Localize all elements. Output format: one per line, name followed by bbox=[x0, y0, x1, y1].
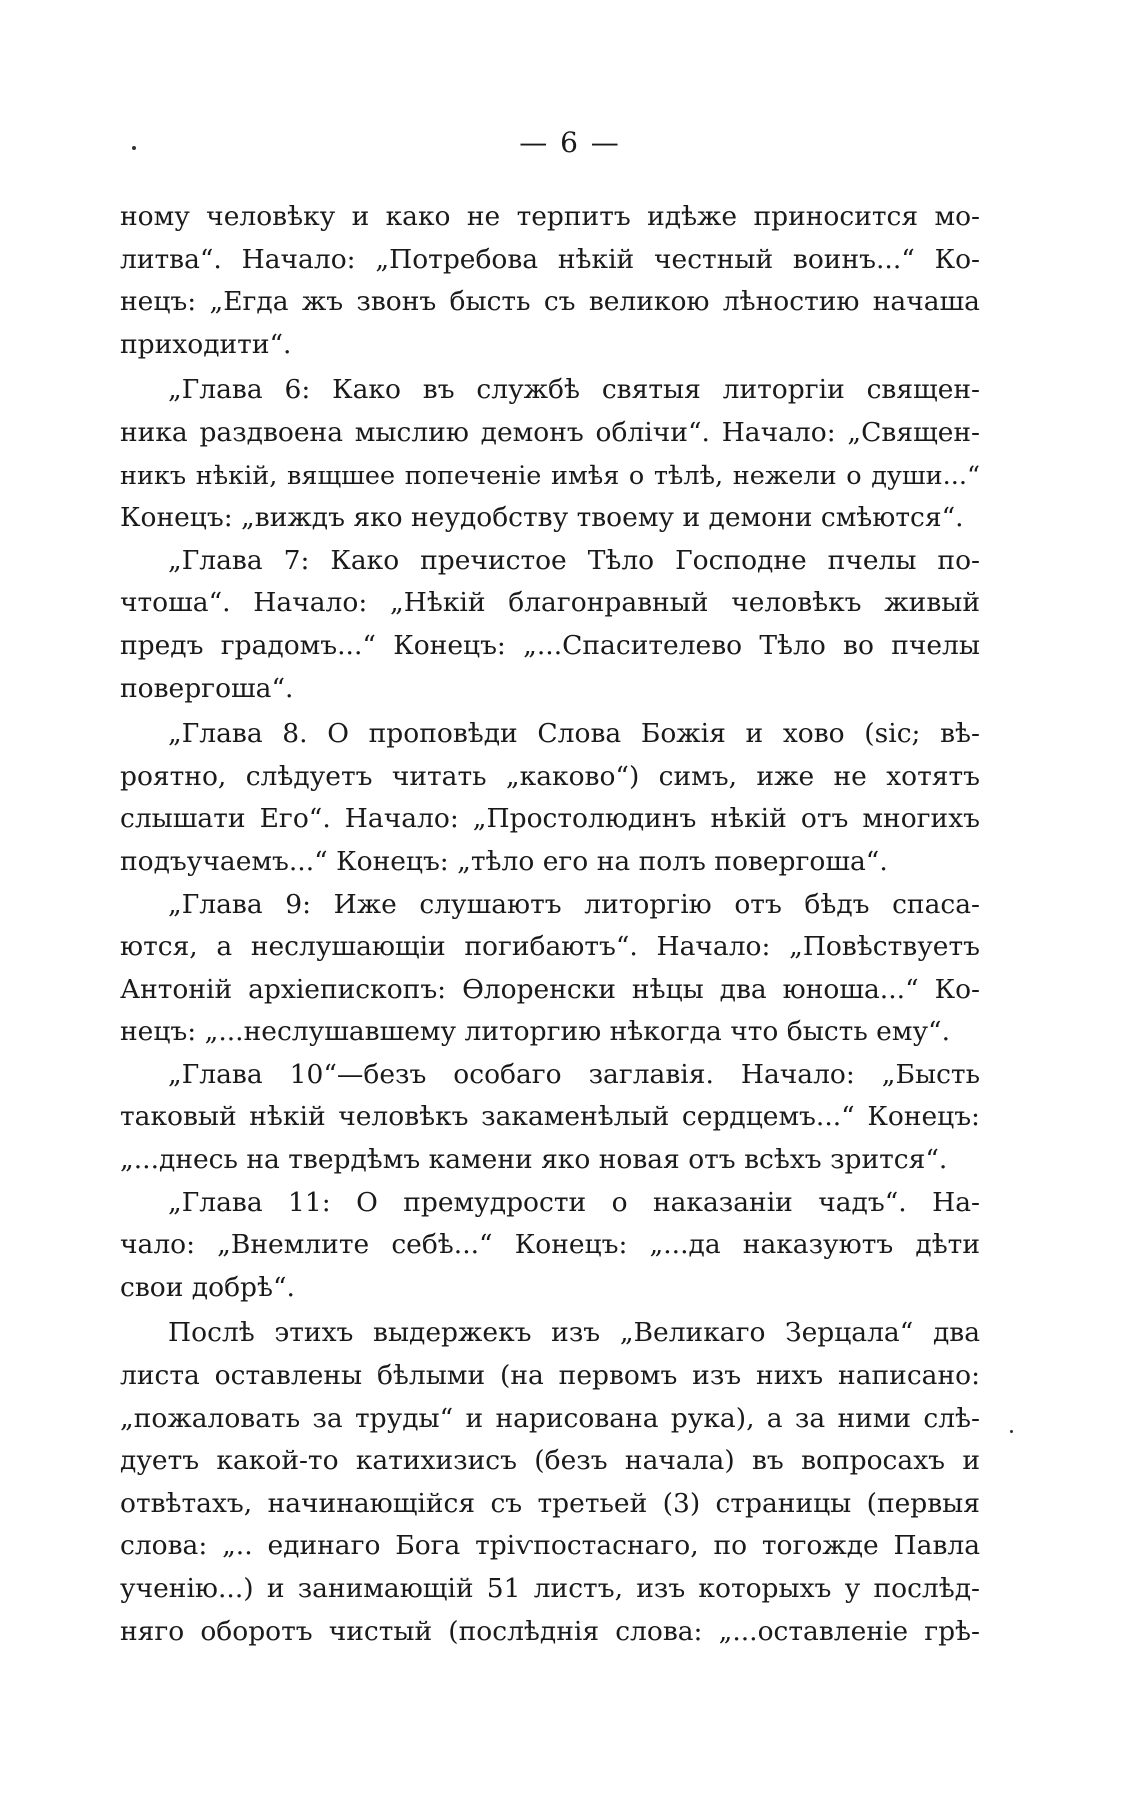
text-line: свои добрѣ“. bbox=[120, 1271, 295, 1303]
text-line: литва“. Начало: „Потребова нѣкій честный воинъ...“ Ко- bbox=[120, 243, 980, 275]
print-speck bbox=[1010, 1430, 1013, 1433]
text-line: чтоша“. Начало: „Нѣкій благонравный человѣкъ живый bbox=[120, 587, 980, 619]
text-line: нецъ: „Егда жъ звонъ бысть съ великою лѣностию начаша bbox=[120, 286, 980, 318]
text-line: предъ градомъ...“ Конецъ: „...Спасителево Тѣло во пчелы bbox=[120, 629, 980, 661]
text-line: „Глава 11: О премудрости о наказаніи чадъ“. На- bbox=[168, 1186, 980, 1218]
text-line: „Глава 10“—безъ особаго заглавія. Начало: „Бысть bbox=[168, 1058, 980, 1090]
text-line: „Глава 6: Како въ службѣ святыя литоргіи священ- bbox=[168, 374, 980, 406]
text-line: няго оборотъ чистый (послѣднія слова: „...оставленіе грѣ- bbox=[120, 1615, 980, 1647]
text-line: ются, а неслушающіи погибаютъ“. Начало: „Повѣствуетъ bbox=[120, 931, 980, 963]
text-line: „Глава 9: Иже слушаютъ литоргію отъ бѣдъ спаса- bbox=[168, 888, 980, 920]
text-line: подъучаемъ...“ Конецъ: „тѣло его на полъ повергоша“. bbox=[120, 845, 888, 877]
text-line: повергоша“. bbox=[120, 672, 294, 704]
body-text bbox=[120, 196, 980, 1653]
text-line: ученію...) и занимающій 51 листъ, изъ которыхъ у послѣд- bbox=[120, 1573, 980, 1604]
text-line: листа оставлены бѣлыми (на первомъ изъ нихъ написано: bbox=[120, 1360, 980, 1392]
text-line: „...днесь на твердѣмъ камени яко новая отъ всѣхъ зрится“. bbox=[120, 1144, 948, 1176]
text-line: нецъ: „...неслушавшему литоргию нѣкогда что бысть ему“. bbox=[120, 1016, 951, 1048]
text-line: „Глава 7: Како пречистое Тѣло Господне пчелы по- bbox=[168, 544, 980, 576]
text-line: ному человѣку и како не терпитъ идѣже приносится мо- bbox=[120, 201, 980, 232]
text-line: роятно, слѣдуетъ читать „каково“) симъ, иже не хотятъ bbox=[120, 760, 980, 792]
text-line: Антоній архіепископъ: Өлоренски нѣцы два юноша...“ Ко- bbox=[120, 973, 980, 1005]
text-line: „Глава 8. О проповѣди Слова Божія и хово (sic; вѣ- bbox=[168, 718, 980, 750]
text-line: приходити“. bbox=[120, 328, 292, 360]
text-line: Конецъ: „виждъ яко неудобству твоему и демони смѣются“. bbox=[120, 502, 964, 534]
text-line: чало: „Внемлите себѣ...“ Конецъ: „...да наказуютъ дѣти bbox=[120, 1229, 980, 1261]
text-line: „пожаловать за труды“ и нарисована рука), а за ними слѣ- bbox=[120, 1402, 980, 1434]
text-line: слышати Его“. Начало: „Простолюдинъ нѣкій отъ многихъ bbox=[120, 803, 980, 835]
text-line: Послѣ этихъ выдержекъ изъ „Великаго Зерцала“ два bbox=[168, 1317, 980, 1349]
text-line: никъ нѣкій, вящшее попеченіе имѣя о тѣлѣ, нежели о души...“ bbox=[120, 460, 980, 491]
text-line: дуетъ какой-то катихизисъ (безъ начала) въ вопросахъ и bbox=[120, 1445, 980, 1477]
text-line: отвѣтахъ, начинающійся съ третьей (3) страницы (первыя bbox=[120, 1487, 980, 1519]
page-number: — 6 — bbox=[519, 126, 621, 159]
text-line: таковый нѣкій человѣкъ закаменѣлый сердцемъ...“ Конецъ: bbox=[120, 1101, 980, 1133]
text-line: слова: „.. единаго Бога тріѵпостаснаго, по тогожде Павла bbox=[120, 1530, 980, 1562]
text-line: ника раздвоена мыслию демонъ облічи“. Начало: „Священ- bbox=[120, 416, 980, 448]
